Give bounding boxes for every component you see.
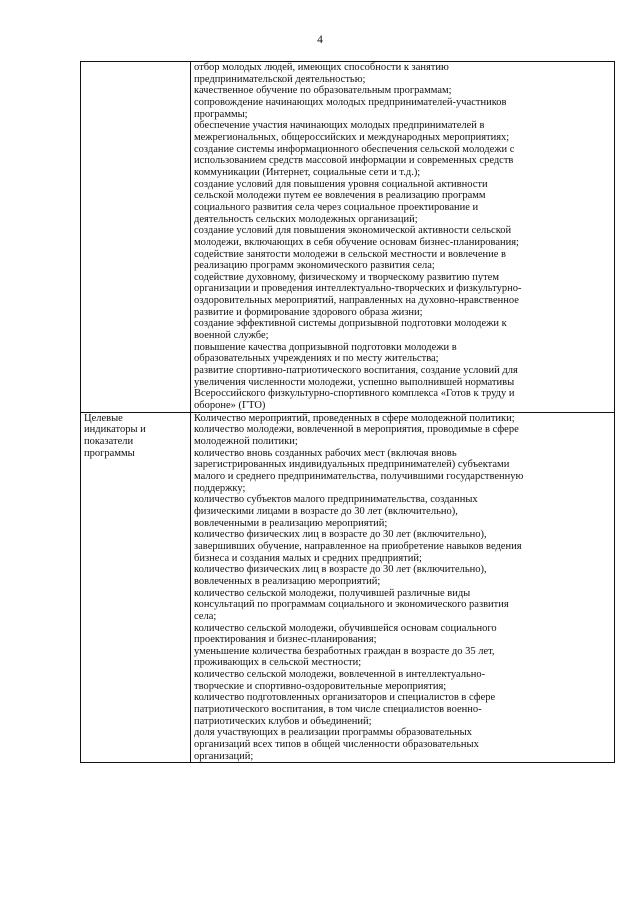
text-line: завершивших обучение, направленное на приобретение навыков ведения — [194, 540, 522, 552]
text-line: создание условий для повышения уровня социальной активности — [194, 178, 488, 190]
text-line: молодежной политики; — [194, 436, 298, 447]
text-line: использованием средств массовой информации и современных средств — [194, 155, 514, 167]
text-line: проектирования и бизнес-планирования; — [194, 634, 377, 646]
table-row-indicators — [81, 412, 615, 763]
text-line: развитие спортивно-патриотического воспитания, создание условий для — [194, 365, 518, 377]
text-line: развитие и формирование здорового образа жизни; — [194, 306, 423, 318]
text-line: программы; — [194, 108, 248, 120]
text-line: образовательных учреждениях и по месту жительства; — [194, 353, 439, 365]
text-line: поддержку; — [194, 482, 246, 494]
text-line: социального развития села через социальное проектирование и — [194, 201, 479, 213]
text-line: качественное обучение по образовательным программам; — [194, 85, 452, 97]
text-line: создание системы информационного обеспечения сельской молодежи с — [194, 143, 515, 155]
text-line: количество подготовленных организаторов и специалистов в сфере — [194, 692, 496, 704]
text-line: программы — [84, 447, 135, 459]
text-line: консультаций по программам социального и экономического развития — [194, 599, 509, 611]
text-line: организаций всех типов в общей численности образовательных — [194, 739, 479, 751]
row-content-cell — [191, 412, 615, 763]
text-line: бизнеса и создания малых и средних предприятий; — [194, 552, 422, 564]
text-line: создание эффективной системы допризывной подготовки молодежи к — [194, 318, 507, 330]
text-line: содействие занятости молодежи в сельской местности и вовлечение в — [194, 248, 506, 260]
text-line: патриотического воспитания, в том числе специалистов военно- — [194, 704, 482, 716]
page-number: 4 — [317, 34, 323, 46]
text-line: межрегиональных, общероссийских и международных мероприятиях; — [194, 131, 510, 143]
text-line: вовлеченными в реализацию мероприятий; — [194, 517, 388, 529]
text-line: обеспечение участия начинающих молодых предпринимателей в — [194, 120, 485, 132]
text-line: количество физических лиц в возрасте до 30 лет (включительно), — [194, 564, 487, 576]
table-row-goals — [81, 62, 615, 413]
text-line: уменьшение количества безработных граждан в возрасте до 35 лет, — [194, 645, 495, 657]
text-line: творческие и спортивно-оздоровительные мероприятия; — [194, 680, 447, 692]
text-line: количество вновь созданных рабочих мест (включая вновь — [194, 447, 457, 459]
text-line: количество сельской молодежи, обучившейся основам социального — [194, 622, 497, 634]
text-line: содействие духовному, физическому и творческому развитию путем — [194, 271, 499, 283]
text-line: количество молодежи, вовлеченной в мероприятия, проводимые в сфере — [194, 424, 519, 436]
text-line: Количество мероприятий, проведенных в сфере молодежной политики; — [194, 412, 515, 424]
text-line: вовлеченных в реализацию мероприятий; — [194, 575, 381, 587]
text-line: доля участвующих в реализации программы образовательных — [194, 727, 472, 739]
text-line: количество сельской молодежи, получившей различные виды — [194, 587, 471, 599]
text-line: количество физических лиц в возрасте до 30 лет (включительно), — [194, 529, 487, 541]
text-line: проживающих в сельской местности; — [194, 657, 362, 669]
text-line: количество субъектов малого предпринимательства, созданных — [194, 494, 478, 506]
text-line: повышение качества допризывной подготовки молодежи в — [194, 341, 457, 353]
text-line: предпринимательской деятельностью; — [194, 73, 366, 85]
text-line: сельской молодежи путем ее вовлечения в реализацию программ — [194, 190, 486, 202]
text-line: оздоровительных мероприятий, направленных на духовно-нравственное — [194, 295, 519, 307]
text-line: организации и проведения интеллектуально-творческих и физкультурно- — [194, 283, 522, 295]
text-line: показатели — [84, 436, 134, 447]
text-line: малого и среднего предпринимательства, получившими государственную — [194, 470, 524, 482]
text-line: коммуникации (Интернет, социальные сети и т.д.); — [194, 166, 421, 178]
text-line: создание условий для повышения экономической активности сельской — [194, 225, 512, 237]
text-line: индикаторы и — [84, 424, 146, 436]
text-line: военной службе; — [194, 330, 269, 342]
text-line: увеличения численности молодежи, успешно выполнившей нормативы — [194, 376, 515, 388]
text-line: физическими лицами в возрасте до 30 лет (включительно), — [194, 505, 458, 517]
text-line: Целевые — [84, 412, 123, 424]
row-label-cell — [81, 412, 191, 763]
text-line: количество сельской молодежи, вовлеченной в интеллектуально- — [194, 669, 486, 681]
program-passport-table — [80, 61, 615, 763]
text-line: организаций; — [194, 750, 254, 762]
text-line: деятельность сельских молодежных организаций; — [194, 213, 418, 225]
text-line: села; — [194, 610, 217, 622]
text-line: молодежи, включающих в себя обучение основам бизнес-планирования; — [194, 236, 519, 248]
text-line: сопровождение начинающих молодых предпринимателей-участников — [194, 96, 507, 108]
text-line: обороне» (ГТО) — [194, 400, 266, 412]
row-content-cell — [191, 62, 615, 413]
text-line: зарегистрированных индивидуальных предпринимателей) субъектами — [194, 459, 510, 471]
text-line: отбор молодых людей, имеющих способности к занятию — [194, 62, 449, 73]
text-line: Всероссийского физкультурно-спортивного комплекса «Готов к труду и — [194, 388, 515, 400]
row-label-cell — [81, 62, 191, 413]
text-line: реализацию программ экономического развития села; — [194, 260, 435, 272]
text-line: патриотических клубов и объединений; — [194, 715, 372, 727]
